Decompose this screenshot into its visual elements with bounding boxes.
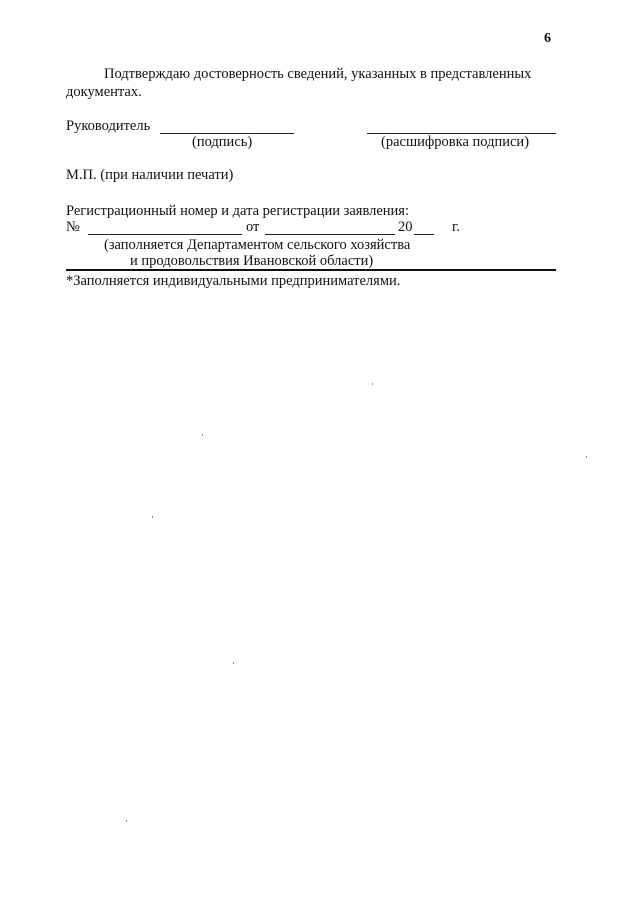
year-line bbox=[414, 234, 434, 235]
confirmation-text-line-2: документах. bbox=[66, 84, 142, 100]
footnote: *Заполняется индивидуальными предпринимателями. bbox=[66, 273, 401, 289]
scan-speck bbox=[202, 434, 203, 436]
year-suffix: г. bbox=[452, 219, 460, 235]
scan-speck bbox=[233, 662, 234, 664]
signature-decoding-caption: (расшифровка подписи) bbox=[381, 134, 530, 150]
confirmation-text-line-1: Подтверждаю достоверность сведений, указанных в представленных bbox=[104, 66, 532, 82]
scan-speck bbox=[152, 516, 153, 518]
head-label: Руководитель bbox=[66, 118, 151, 134]
registration-title: Регистрационный номер и дата регистрации заявления: bbox=[66, 203, 409, 219]
date-from-label: от bbox=[246, 219, 260, 235]
scan-speck bbox=[126, 820, 127, 822]
year-prefix: 20 bbox=[398, 219, 413, 235]
scan-speck bbox=[372, 383, 373, 385]
registration-note-line-2: и продовольствия Ивановской области) bbox=[130, 253, 374, 269]
stamp-note: М.П. (при наличии печати) bbox=[66, 167, 234, 183]
registration-note-line-1: (заполняется Департаментом сельского хозяйства bbox=[104, 237, 411, 253]
footnote-divider bbox=[66, 269, 556, 271]
signature-caption: (подпись) bbox=[192, 134, 253, 150]
scan-speck bbox=[586, 456, 587, 458]
registration-number-line bbox=[88, 234, 242, 235]
registration-date-line bbox=[265, 234, 395, 235]
number-sign: № bbox=[66, 219, 80, 235]
page-number: 6 bbox=[544, 31, 551, 46]
